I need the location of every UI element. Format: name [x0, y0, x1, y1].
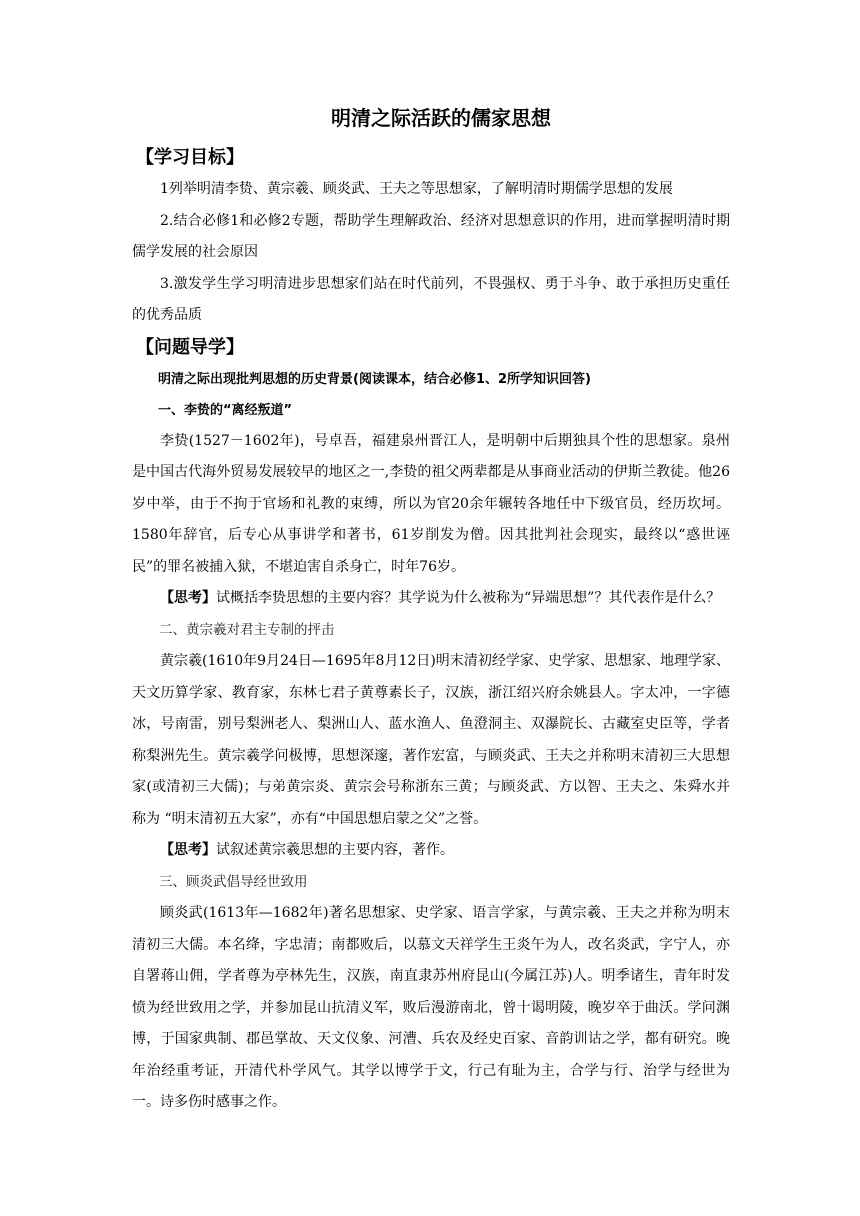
huang-bio: 黄宗羲(1610年9月24日—1695年8月12日)明末清初经学家、史学家、思想家、地理学家、天文历算学家、教育家，东林七君子黄尊素长子，汉族，浙江绍兴府余姚县人。字太冲，一字德冰，号南雷，别号梨洲老人、梨洲山人、蓝水渔人、鱼澄洞主、双瀑院长、古藏室史臣等，学者称梨洲先生。黄宗羲学问极博，思想深邃，著作宏富，与顾炎武、王夫之并称明末清初三大思想家(或清初三大儒)；与弟黄宗炎、黄宗会号称浙东三黄；与顾炎武、方以智、王夫之、朱舜水并称为 “明末清初五大家”，亦有“中国思想启蒙之父”之誉。 — [132, 653, 730, 827]
gu-bio: 顾炎武(1613年—1682年)著名思想家、史学家、语言学家，与黄宗羲、王夫之并称为明末清初三大儒。本名绛，字忠清；南都败后，以慕文天祥学生王炎午为人，改名炎武，字宁人，亦自署蒋山佣，学者尊为亭林先生，汉族，南直隶苏州府昆山(今属江苏)人。明季诸生，青年时发愤为经世致用之学，并参加昆山抗清义军，败后漫游南北，曾十谒明陵，晚岁卒于曲沃。学问渊博，于国家典制、郡邑掌故、天文仪象、河漕、兵农及经史百家、音韵训诂之学，都有研究。晚年治经重考证，开清代朴学风气。其学以博学于文，行己有耻为主，合学与行、治学与经世为一。诗多伤时感事之作。 — [132, 905, 730, 1110]
gu-heading: 三、顾炎武倡导经世致用 — [159, 873, 308, 890]
li-zhi-think — [132, 583, 730, 615]
background-question: 明清之际出现批判思想的历史背景(阅读课本，结合必修1、2所学知识回答) — [158, 371, 591, 387]
guide-heading: 【问题导学】 — [136, 336, 244, 358]
think-tag: 【思考】 — [160, 842, 216, 858]
goal-item-1: 1列举明清李贽、黄宗羲、顾炎武、王夫之等思想家，了解明清时期儒学思想的发展 — [160, 181, 673, 197]
think-tag: 【思考】 — [160, 590, 216, 606]
page-title: 明清之际活跃的儒家思想 — [331, 106, 551, 130]
goal-item-3: 3.激发学生学习明清进步思想家们站在时代前列，不畏强权、勇于斗争、敢于承担历史重任的优秀品质 — [132, 275, 730, 323]
goals-heading: 【学习目标】 — [136, 147, 244, 168]
huang-think — [132, 835, 730, 867]
huang-heading: 二、黄宗羲对君主专制的抨击 — [159, 621, 335, 638]
li-zhi-bio: 李贽(1527－1602年)，号卓吾，福建泉州晋江人，是明朝中后期独具个性的思想家。泉州是中国古代海外贸易发展较早的地区之一,李贽的祖父两辈都是从事商业活动的伊斯兰教徒。他26岁中举，由于不拘于官场和礼教的束缚，所以为官20余年辗转各地任中下级官员，经历坎坷。1580年辞官，后专心从事讲学和著书，61岁削发为僧。因其批判社会现实，最终以“惑世诬民”的罪名被捕入狱，不堪迫害自杀身亡，时年76岁。 — [132, 432, 730, 575]
goal-item-2: 2.结合必修1和必修2专题，帮助学生理解政治、经济对思想意识的作用，进而掌握明清时期儒学发展的社会原因 — [132, 212, 730, 260]
li-zhi-heading: 一、李贽的“离经叛道” — [158, 402, 293, 418]
document-page — [132, 100, 730, 1119]
think-question: 试叙述黄宗羲思想的主要内容，著作。 — [216, 842, 454, 858]
think-question: 试概括李贽思想的主要内容？其学说为什么被称为“异端思想”？其代表作是什么？ — [216, 590, 721, 606]
